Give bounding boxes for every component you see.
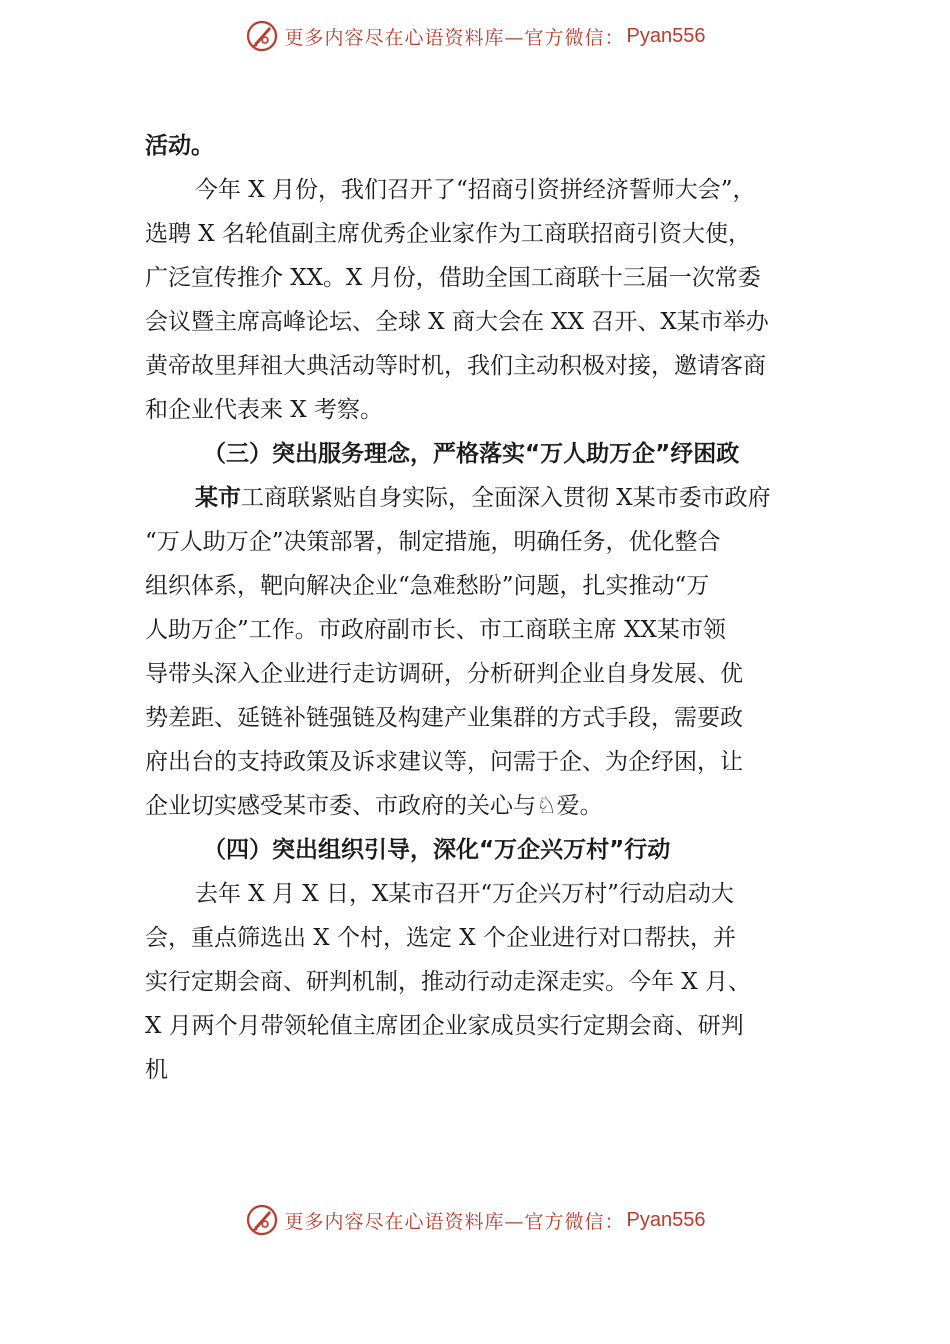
banner-wechat-id: Pyan556 bbox=[626, 1208, 706, 1231]
quill-logo-icon bbox=[245, 19, 279, 53]
paragraph-line: 机 bbox=[145, 1057, 168, 1083]
paragraph-line: 人助万企”工作。市政府副市长、市工商联主席 XX某市领 bbox=[145, 617, 726, 643]
header-banner bbox=[0, 16, 950, 56]
paragraph-line: 去年 X 月 X 日，X某市召开“万企兴万村”行动启动大 bbox=[195, 881, 734, 907]
paragraph-line: 会议暨主席高峰论坛、全球 X 商大会在 XX 召开、X某市举办 bbox=[145, 309, 769, 335]
paragraph-line: 实行定期会商、研判机制，推动行动走深走实。今年 X 月、 bbox=[145, 969, 751, 995]
paragraph-lead-bold: 某市 bbox=[195, 485, 241, 511]
paragraph-line: 黄帝故里拜祖大典活动等时机，我们主动积极对接，邀请客商 bbox=[145, 353, 766, 379]
paragraph-line: 会，重点筛选出 X 个村，选定 X 个企业进行对口帮扶，并 bbox=[145, 925, 736, 951]
banner-text: 更多内容尽在心语资料库—官方微信： bbox=[284, 1210, 625, 1233]
paragraph-line: 广泛宣传推介 XX。X 月份，借助全国工商联十三届一次常委 bbox=[145, 265, 761, 291]
paragraph-line: 势差距、延链补链强链及构建产业集群的方式手段，需要政 bbox=[145, 705, 743, 731]
paragraph-line-text: 工商联紧贴自身实际，全面深入贯彻 X某市委市政府 bbox=[241, 485, 771, 511]
paragraph-line: 企业切实感受某市委、市政府的关心与♘爱。 bbox=[145, 793, 603, 819]
paragraph-line: 和企业代表来 X 考察。 bbox=[145, 397, 383, 423]
section-heading-3: （三）突出服务理念，严格落实“万人助万企”纾困政 bbox=[203, 441, 740, 467]
paragraph-line: 今年 X 月份，我们召开了“招商引资拼经济誓师大会”， bbox=[195, 177, 756, 203]
paragraph-end-line: 活动。 bbox=[145, 133, 214, 159]
banner-text: 更多内容尽在心语资料库—官方微信： bbox=[284, 26, 625, 49]
paragraph-line: “万人助万企”决策部署，制定措施，明确任务，优化整合 bbox=[145, 529, 721, 555]
footer-banner bbox=[0, 1200, 950, 1240]
paragraph-line: X 月两个月带领轮值主席团企业家成员实行定期会商、研判 bbox=[145, 1013, 744, 1039]
section-heading-4: （四）突出组织引导，深化“万企兴万村”行动 bbox=[203, 837, 671, 863]
paragraph-line: 选聘 X 名轮值副主席优秀企业家作为工商联招商引资大使， bbox=[145, 221, 751, 247]
banner-wechat-id: Pyan556 bbox=[626, 24, 706, 47]
paragraph-line: 组织体系，靶向解决企业“急难愁盼”问题，扎实推动“万 bbox=[145, 573, 710, 599]
paragraph-line: 导带头深入企业进行走访调研，分析研判企业自身发展、优 bbox=[145, 661, 743, 687]
quill-logo-icon bbox=[245, 1203, 279, 1237]
paragraph-line: 府出台的支持政策及诉求建议等，问需于企、为企纾困，让 bbox=[145, 749, 743, 775]
document-body bbox=[145, 124, 835, 1092]
paragraph-line bbox=[145, 476, 835, 520]
